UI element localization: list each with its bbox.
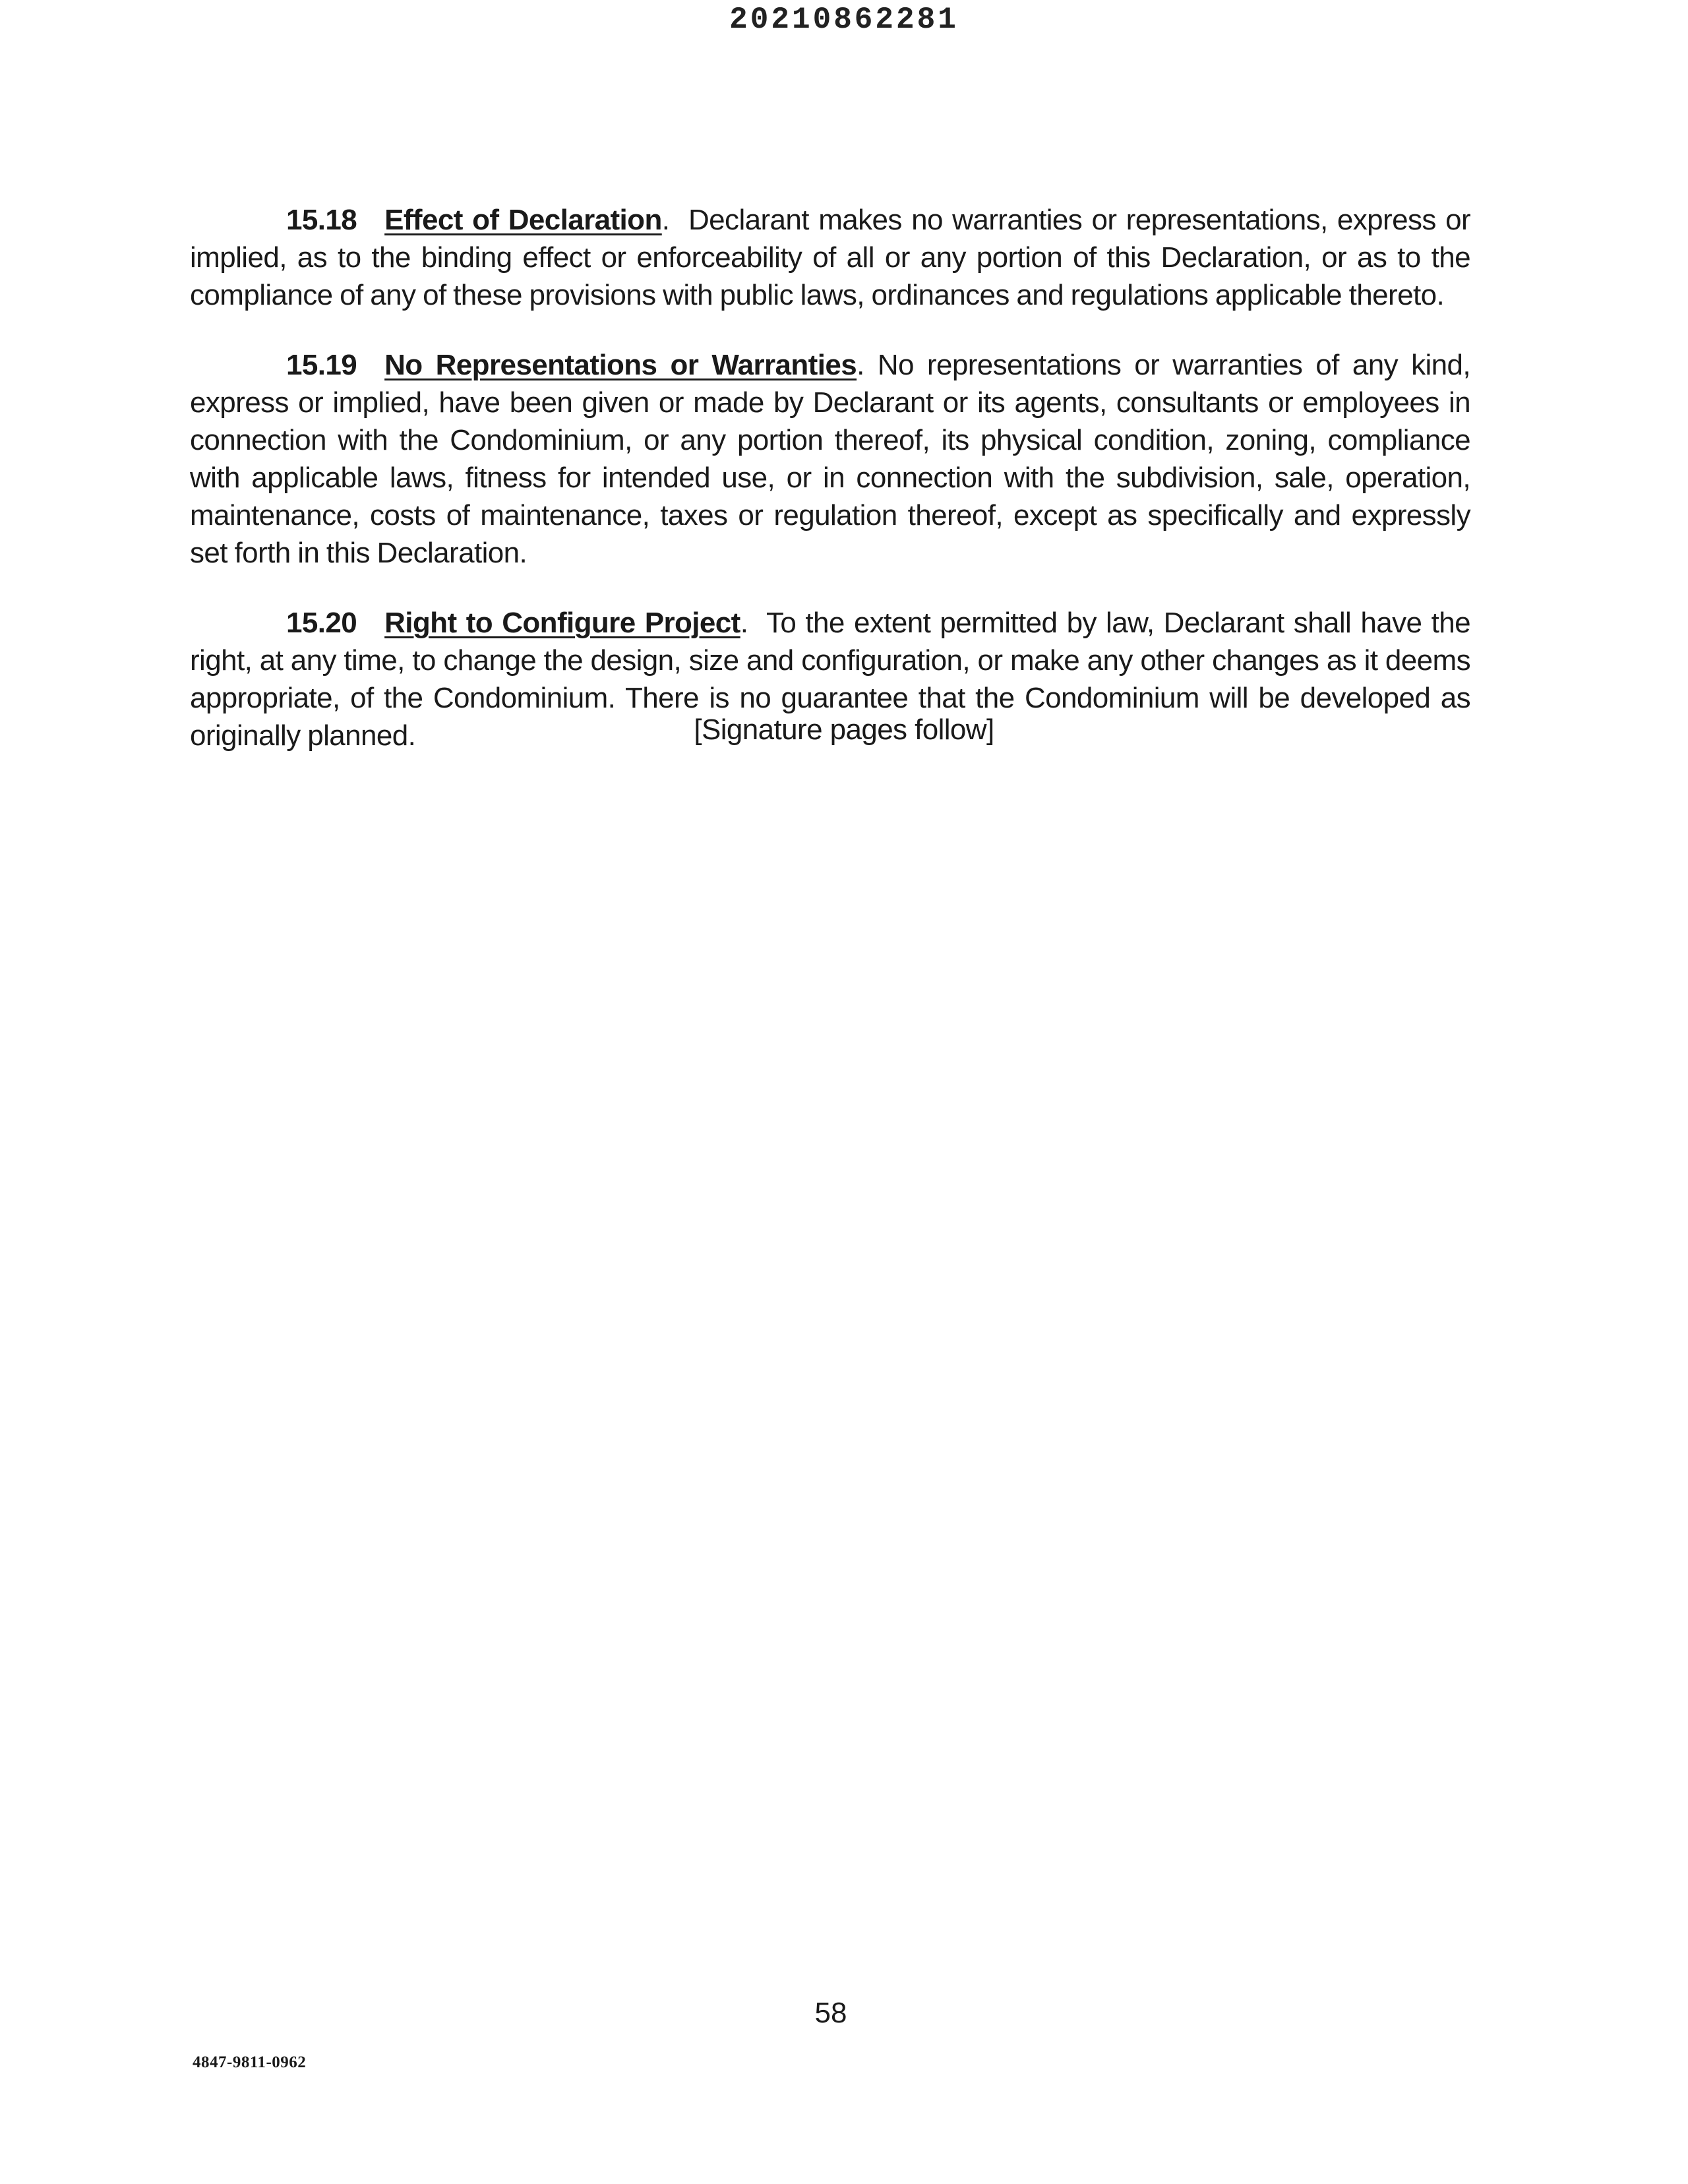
signature-pages-note: [Signature pages follow] [694, 713, 994, 746]
section-number: 15.19 [286, 349, 357, 381]
section-text: Declarant makes no warranties or representations, express or implied, as to the binding effect or enforceability of all or any portion of this Declaration, or as to the compliance of any of these provisions with public laws, ordinances and regulations applicable thereto. [190, 204, 1471, 311]
page-number: 58 [814, 1997, 847, 2029]
section-title: Right to Configure Project [384, 607, 740, 639]
section-title: No Representations or Warranties [384, 349, 857, 381]
section-text: To the extent permitted by law, Declarant shall have the right, at any time, to change the design, size and configuration, or make any other changes as it deems appropriate, of the Condominium. There is no guarantee that the Condominium will be developed as originally planned. [190, 607, 1470, 752]
section-15-20: 15.20 Right to Configure Project. To the extent permitted by law, Declarant shall have the right, at any time, to change the design, size and configuration, or make any other changes as it deems appropriate, of the Condominium. There is no guarantee that the Condominium will be developed as originally planned. [190, 607, 1470, 752]
document-body [190, 201, 1470, 787]
section-text: No representations or warranties of any kind, express or implied, have been given or made by Declarant or its agents, consultants or employees in connection with the Condominium, or any portion thereof, its physical condition, zoning, compliance with applicable laws, fitness for intended use, or in connection with the subdivision, sale, operation, maintenance, costs of maintenance, taxes or regulation thereof, except as specifically and expressly set forth in this Declaration. [190, 349, 1471, 569]
section-title: Effect of Declaration [384, 204, 662, 236]
section-15-18: 15.18 Effect of Declaration. Declarant makes no warranties or representations, express or implied, as to the binding effect or enforceability of all or any portion of this Declaration, or as to the compliance of any of these provisions with public laws, ordinances and regulations applicable thereto. [190, 204, 1471, 311]
document-id: 4847-9811-0962 [193, 2053, 307, 2071]
recording-number: 20210862281 [729, 3, 959, 37]
section-15-19: 15.19 No Representations or Warranties. No representations or warranties of any kind, express or implied, have been given or made by Declarant or its agents, consultants or employees in connection with the Condominium, or any portion thereof, its physical condition, zoning, compliance with applicable laws, fitness for intended use, or in connection with the subdivision, sale, operation, maintenance, costs of maintenance, taxes or regulation thereof, except as specifically and expressly set forth in this Declaration. [190, 349, 1471, 569]
section-number: 15.18 [286, 204, 357, 236]
section-number: 15.20 [286, 607, 357, 639]
